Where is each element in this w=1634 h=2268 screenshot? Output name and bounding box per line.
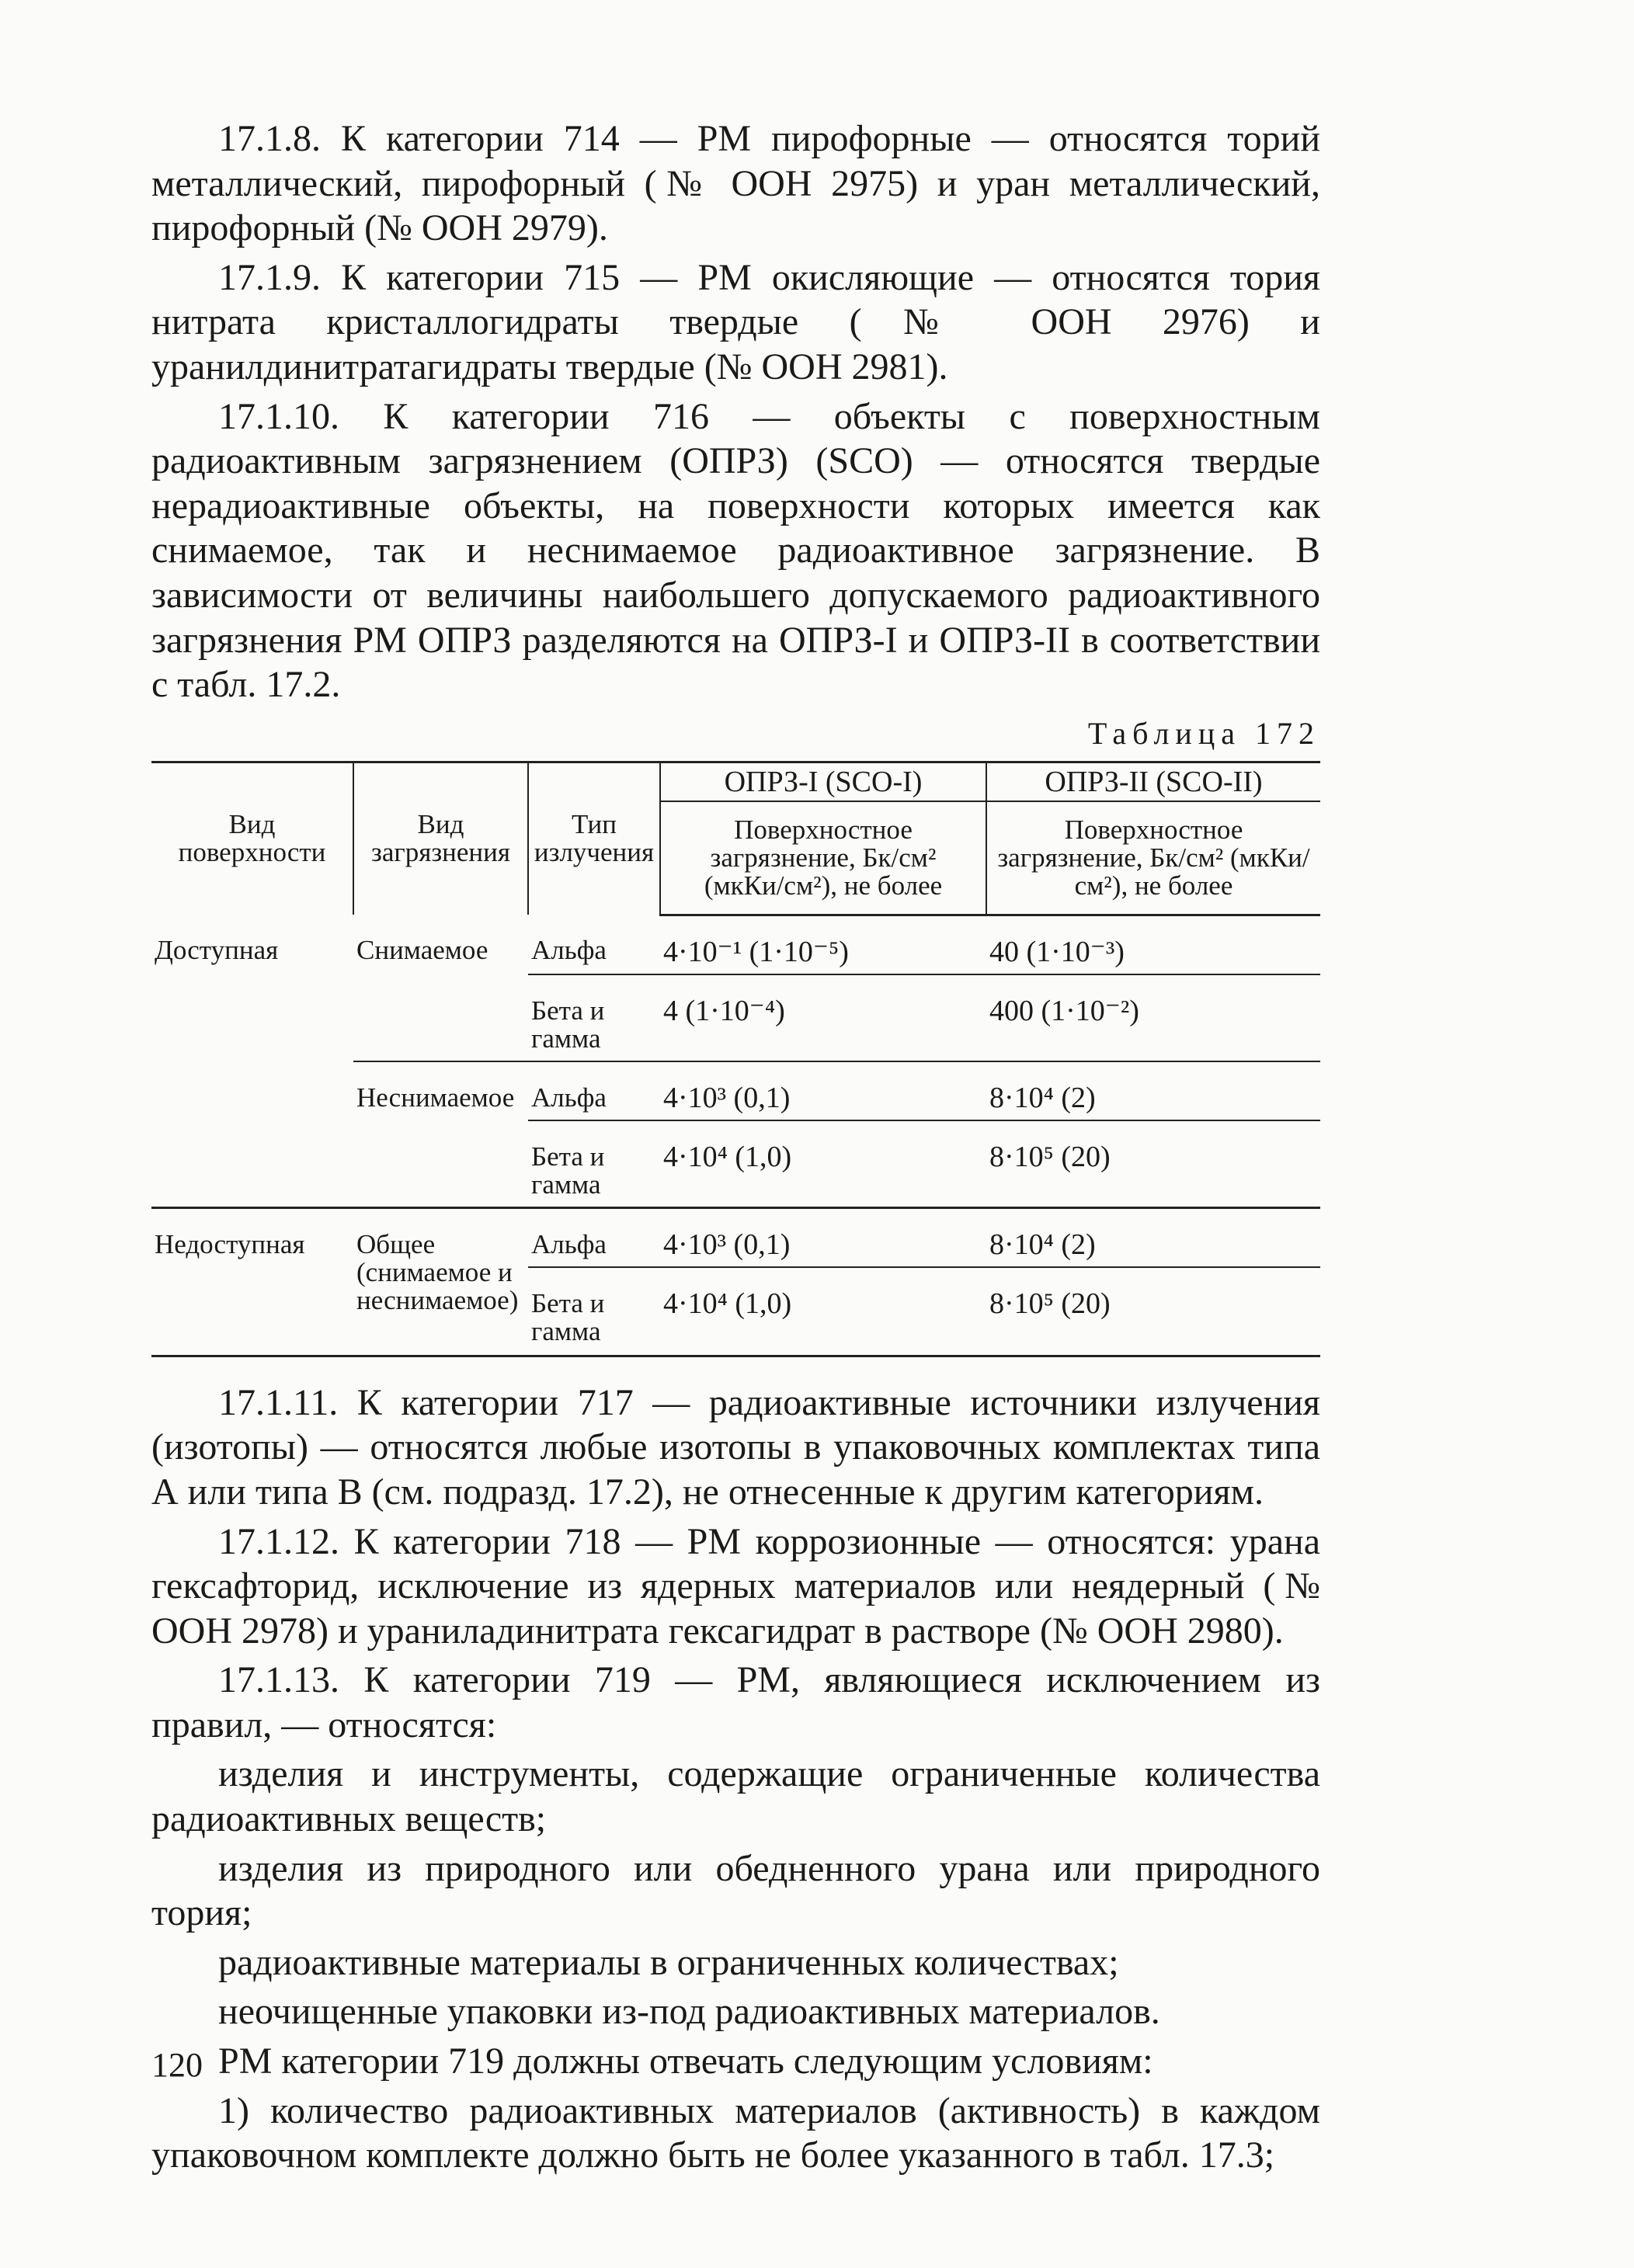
header-sco2: ОПРЗ-II (SCO-II): [986, 762, 1320, 801]
paragraph-17-1-9: 17.1.9. К категории 715 — РМ окисляющие — относятся тория нитрата кристаллогидраты твердые (№ ООН 2976) и уранилдинитратагидраты твердые (№ ООН 2981).: [151, 256, 1320, 387]
paragraph-17-1-12: 17.1.12. К категории 718 — РМ коррозионные — относятся: урана гексафторид, исключение из ядерных материалов или неядерный (№ ООН 2978) и ураниладинитрата гексагидрат в растворе (№ ООН 2980).: [151, 1520, 1320, 1652]
cell-radiation: Бета и гамма: [528, 974, 660, 1061]
cell-sco2: 8·10⁴ (2): [986, 1207, 1320, 1267]
cell-sco1: 4·10⁻¹ (1·10⁻⁵): [663, 935, 849, 968]
cell-surface: [151, 1120, 353, 1208]
paragraph-17-1-8: 17.1.8. К категории 714 — РМ пирофорные — относятся торий металлический, пирофорный (№ ООН 2975) и уран металлический, пирофорный (№ ООН 2979).: [151, 118, 1320, 249]
cell-contamination: Общее (снимаемое и неснимаемое): [353, 1207, 528, 1355]
paragraph-17-1-13: 17.1.13. К категории 719 — РМ, являющиеся исключением из правил, — относятся:: [151, 1659, 1320, 1745]
cell-radiation: Альфа: [531, 935, 607, 966]
cell-surface: Недоступная: [151, 1207, 353, 1267]
cell-contamination: Снимаемое: [356, 935, 488, 966]
cell-sco1: 4·10⁴ (1,0): [660, 1267, 986, 1355]
cell-contamination: Неснимаемое: [353, 1061, 528, 1120]
cell-surface: [151, 974, 353, 1061]
table-row: [151, 1267, 1320, 1355]
list-item: 1) количество радиоактивных материалов (активность) в каждом упаковочном комплекте должно быть не более указанного в табл. 17.3;: [151, 2089, 1320, 2176]
cell-radiation: Альфа: [528, 1061, 660, 1120]
cell-surface: [151, 1061, 353, 1120]
page-number: 120: [151, 2046, 203, 2084]
list-item: радиоактивные материалы в ограниченных количествах;: [218, 1941, 1119, 1983]
table-bottom-rule: [151, 1355, 1320, 1357]
cell-sco2: 8·10⁴ (2): [986, 1061, 1320, 1120]
table-row: [151, 1120, 1320, 1208]
list-item: изделия из природного или обедненного урана или природного тория;: [151, 1847, 1320, 1934]
cell-sco2: 400 (1·10⁻²): [986, 974, 1320, 1061]
cell-radiation: Бета и гамма: [528, 1120, 660, 1208]
list-item: РМ категории 719 должны отвечать следующим условиям:: [218, 2041, 1153, 2082]
paragraph-17-1-10: 17.1.10. К категории 716 — объекты с поверхностным радиоактивным загрязнением (ОПРЗ) (SCO) — относятся твердые нерадиоактивные объекты, на поверхности которых имеется как снимаемое, так и неснимаемое радиоактивное загрязнение. В зависимости от величины наибольшего допускаемого радиоактивного загрязнения РМ ОПРЗ разделяются на ОПРЗ-I и ОПРЗ-II в соответствии с табл. 17.2.: [151, 395, 1321, 706]
table-row: [151, 1061, 1320, 1120]
table-caption: Таблица 172: [1087, 715, 1320, 751]
cell-sco1: 4·10⁴ (1,0): [660, 1120, 986, 1208]
cell-sco1: 4 (1·10⁻⁴): [660, 974, 986, 1061]
cell-sco1: 4·10³ (0,1): [660, 1061, 986, 1120]
cell-sco2: 40 (1·10⁻³): [989, 935, 1125, 968]
header-sco1-sub: Поверхностное загрязнение, Бк/см² (мкКи/см²), не более: [660, 801, 986, 915]
page-content: [151, 116, 1320, 2183]
cell-surface: [151, 1267, 353, 1355]
cell-sco2: 8·10⁵ (20): [986, 1120, 1320, 1208]
cell-surface: Доступная: [155, 935, 279, 966]
contamination-table: [151, 761, 1320, 1355]
cell-radiation: Бета и гамма: [528, 1267, 660, 1355]
cell-contamination: [353, 974, 528, 1061]
header-radiation: Тип излучения: [528, 762, 660, 915]
header-contamination: Вид загрязнения: [353, 762, 528, 915]
header-sco2-sub: Поверхностное загрязнение, Бк/см² (мкКи/см²), не более: [986, 801, 1320, 915]
table-row: [151, 1207, 1320, 1267]
header-surface: Вид поверхности: [151, 762, 353, 915]
cell-contamination: [353, 1120, 528, 1208]
paragraph-17-1-11: 17.1.11. К категории 717 — радиоактивные источники излучения (изотопы) — относятся любые изотопы в упаковочных комплектах типа А или типа В (см. подразд. 17.2), не отнесенные к другим категориям.: [151, 1381, 1320, 1513]
list-item: неочищенные упаковки из-под радиоактивных материалов.: [218, 1991, 1160, 2033]
table-row: [151, 915, 1320, 974]
list-item: изделия и инструменты, содержащие ограниченные количества радиоактивных веществ;: [151, 1753, 1320, 1840]
cell-sco1: 4·10³ (0,1): [660, 1207, 986, 1267]
table-row: [151, 974, 1320, 1061]
cell-radiation: Альфа: [528, 1207, 660, 1267]
cell-sco2: 8·10⁵ (20): [986, 1267, 1320, 1355]
header-sco1: ОПРЗ-I (SCO-I): [660, 762, 986, 801]
